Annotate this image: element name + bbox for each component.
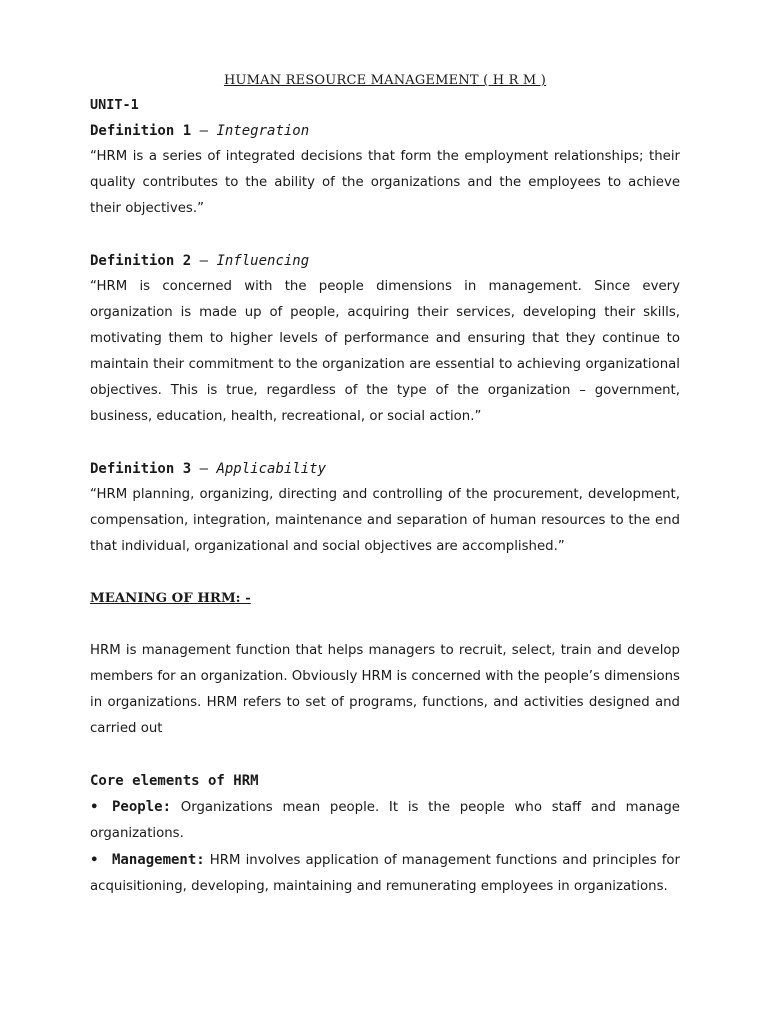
definition-subtitle: Influencing	[216, 253, 310, 269]
definition-dash: –	[191, 461, 217, 477]
list-item	[90, 847, 680, 900]
definition-text: “HRM is concerned with the people dimensions in management. Since every organization is made up of people, acquiring their services, developing their skills, motivating them to higher levels of performance and ensuring that they continue to maintain their commitment to the organization are essential to achieving organizational objectives. This is true, regardless of the type of the organization – government, business, education, health, recreational, or social action.”	[90, 279, 680, 424]
definition-text: “HRM planning, organizing, directing and controlling of the procurement, development, compensation, integration, maintenance and separation of human resources to the end that individual, organizational and social objectives are accomplished.”	[90, 487, 680, 554]
list-item-term: Management:	[112, 852, 205, 868]
definition-heading	[90, 118, 680, 144]
list-item	[90, 794, 680, 847]
list-item-text: Organizations mean people. It is the people who staff and manage organizations.	[90, 800, 680, 841]
core-elements-heading: Core elements of HRM	[90, 773, 259, 789]
definition-text: “HRM is a series of integrated decisions that form the employment relationships; their quality contributes to the ability of the organizations and the employees to achieve their objectives.”	[90, 149, 680, 216]
definition-heading	[90, 248, 680, 274]
definition-block-2	[90, 248, 680, 430]
list-item-term: People:	[112, 799, 172, 815]
definition-subtitle: Applicability	[216, 461, 327, 477]
spacer	[90, 560, 680, 586]
spacer	[90, 430, 680, 456]
document-title: HUMAN RESOURCE MANAGEMENT ( H R M )	[223, 73, 547, 88]
spacer	[90, 612, 680, 638]
unit-label: UNIT-1	[90, 97, 139, 113]
document-page	[90, 70, 680, 900]
list-item-text: HRM involves application of management functions and principles for acquisitioning, developing, maintaining and remunerating employees in organizations.	[90, 853, 680, 894]
definition-subtitle: Integration	[216, 123, 310, 139]
definition-dash: –	[191, 253, 217, 269]
definition-block-1	[90, 118, 680, 222]
meaning-text: HRM is management function that helps managers to recruit, select, train and develop members for an organization. Obviously HRM is concerned with the people’s dimensions in organizations. HRM refers to set of programs, functions, and activities designed and carried out	[90, 643, 680, 736]
definition-label: Definition 3	[90, 461, 192, 477]
definition-dash: –	[191, 123, 217, 139]
meaning-heading: MEANING OF HRM: -	[90, 591, 251, 606]
spacer	[90, 742, 680, 768]
definition-label: Definition 2	[90, 253, 192, 269]
definition-label: Definition 1	[90, 123, 192, 139]
bullet-icon: •	[90, 800, 99, 815]
bullet-icon: •	[90, 853, 99, 868]
definition-block-3	[90, 456, 680, 560]
spacer	[90, 222, 680, 248]
definition-heading	[90, 456, 680, 482]
